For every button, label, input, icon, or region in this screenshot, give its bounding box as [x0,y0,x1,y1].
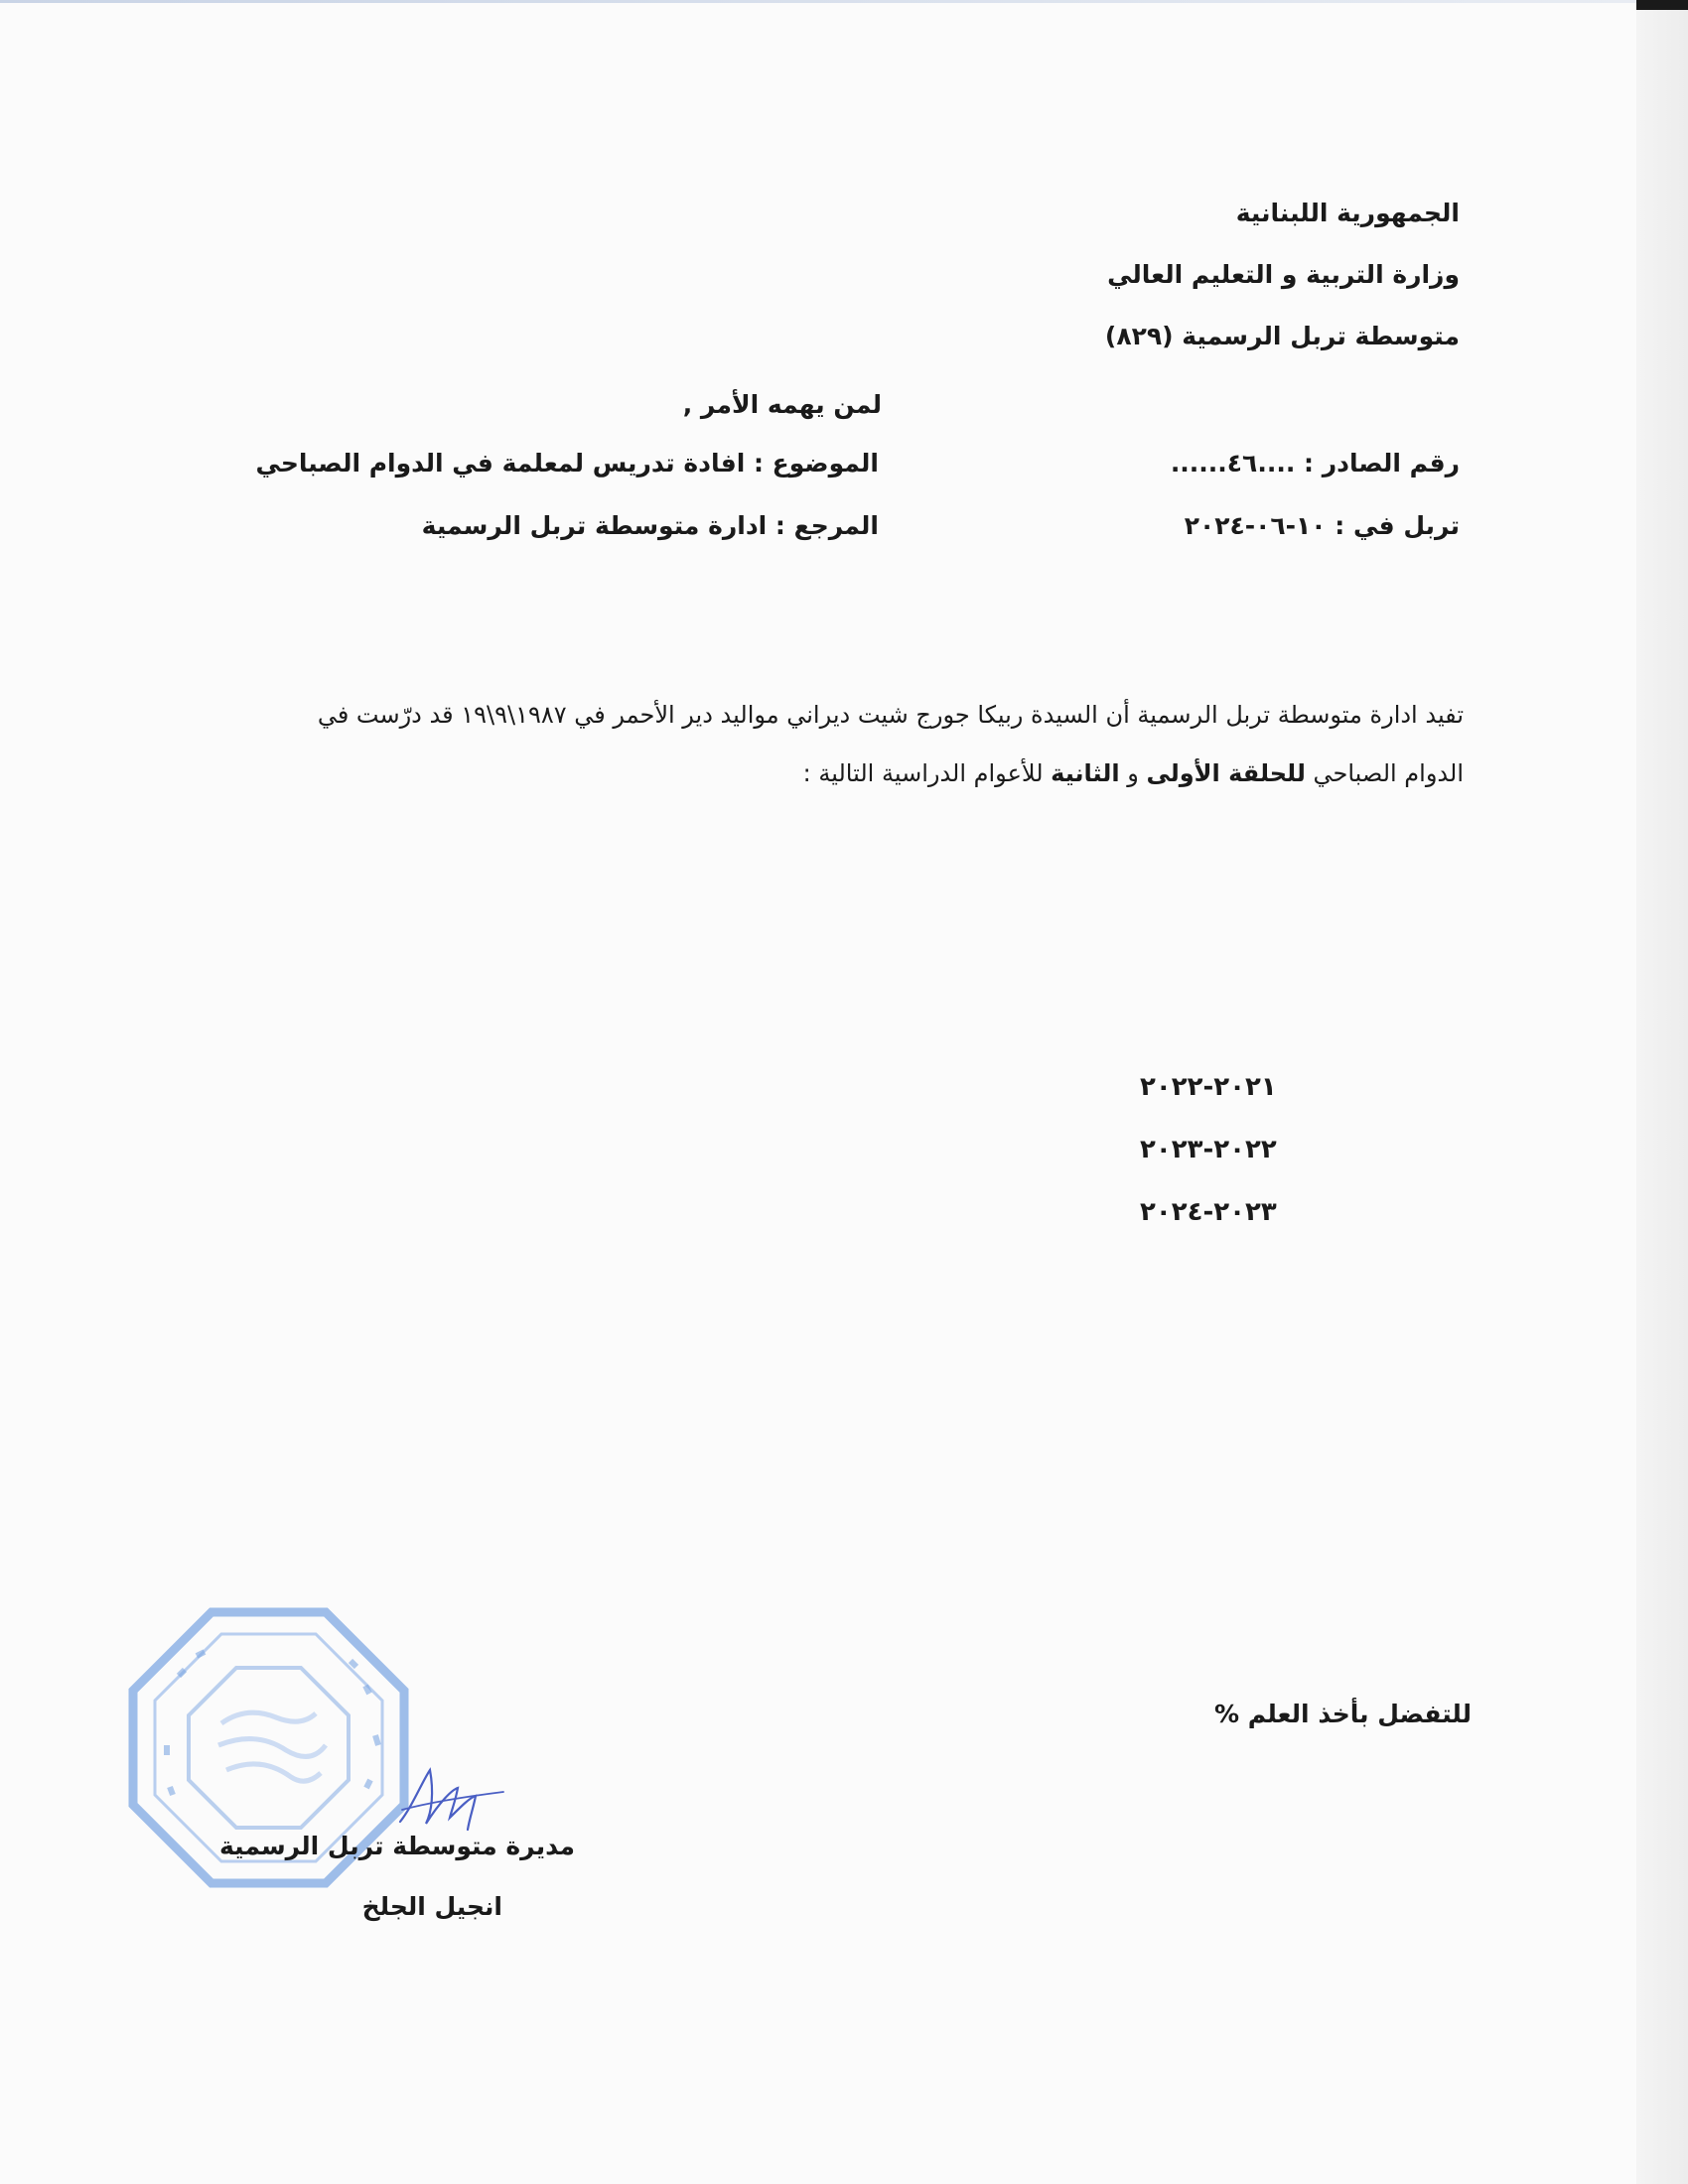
body-line-2-cycle-two: الثانية [1051,759,1120,787]
body-line-2-and: و [1119,759,1147,787]
ministry-name: وزارة التربية و التعليم العالي [1107,260,1460,289]
body-line-1: تفيد ادارة متوسطة تربل الرسمية أن السيدة ربيكا جورج شيت ديراني مواليد دير الأحمر في ١٩٨٧\٩\١٩ قد درّست في [317,701,1464,729]
issue-number: رقم الصادر : ....٤٦...... [1170,449,1460,478]
signatory-name: انجيل الجلخ [361,1892,502,1921]
scan-edge-top [0,0,1638,3]
academic-year-1: ٢٠٢١-٢٠٢٢ [1140,1072,1277,1102]
body-line-2-end: للأعوام الدراسية التالية : [802,759,1052,787]
scan-edge-right [1636,0,1688,2184]
place-date: تربل في : ١٠-٠٦-٢٠٢٤ [1184,511,1460,540]
body-line-2 [803,759,1464,787]
reference-line: المرجع : ادارة متوسطة تربل الرسمية [421,511,879,540]
academic-year-2: ٢٠٢٢-٢٠٢٣ [1140,1135,1277,1164]
addressee-to: لمن يهمه الأمر , [682,390,882,419]
signatory-title: مديرة متوسطة تربل الرسمية [218,1832,575,1860]
school-name: متوسطة تربل الرسمية (٨٢٩) [1104,322,1460,350]
subject-line: الموضوع : افادة تدريس لمعلمة في الدوام الصباحي [255,449,879,478]
body-line-2-cycle-one: للحلقة الأولى [1146,759,1306,787]
academic-year-3: ٢٠٢٣-٢٠٢٤ [1140,1197,1277,1227]
closing-line: للتفضل بأخذ العلم % [1213,1700,1472,1728]
scan-edge-corner [1636,0,1688,10]
body-line-2-start: الدوام الصباحي [1305,759,1464,787]
signature-icon [392,1752,506,1842]
country-name: الجمهورية اللبنانية [1235,199,1460,227]
